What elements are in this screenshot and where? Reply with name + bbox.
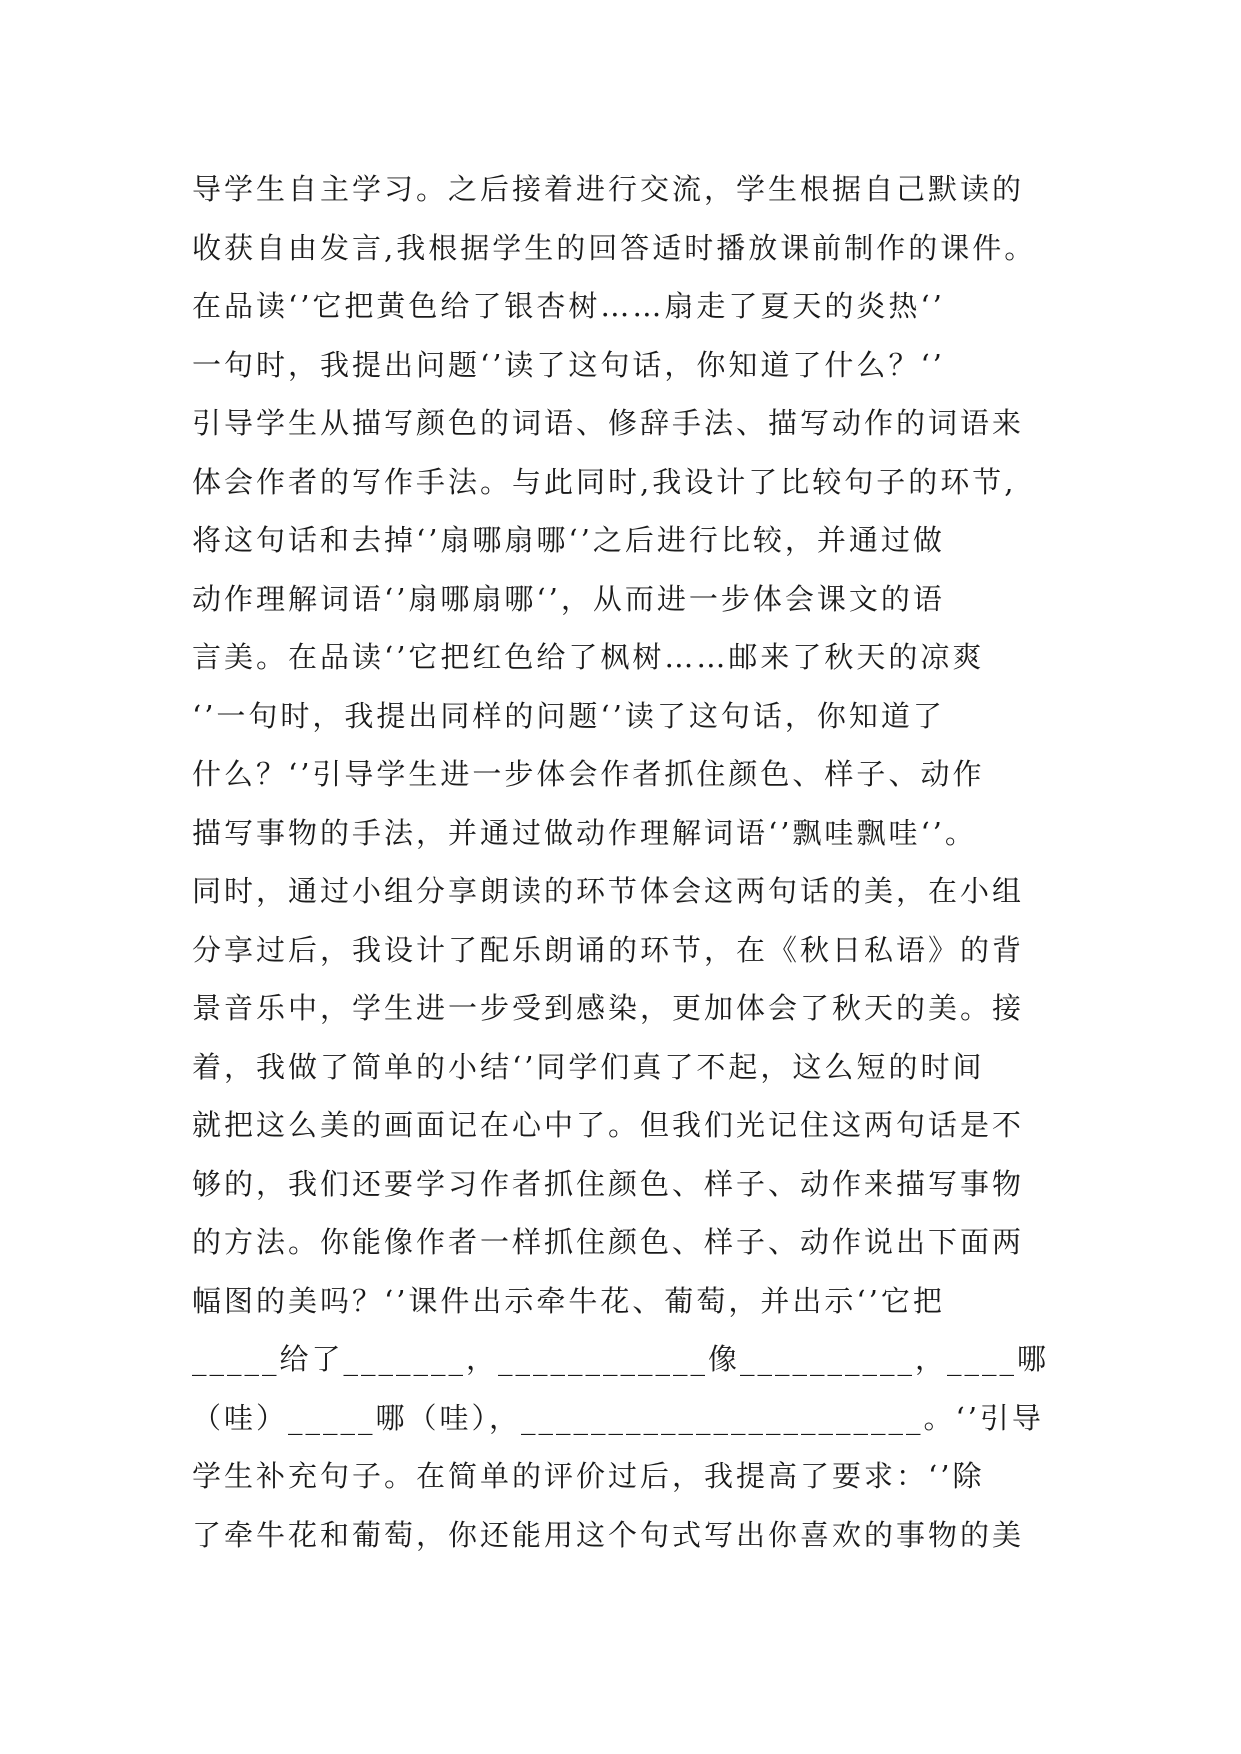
- text-line: 同时，通过小组分享朗读的环节体会这两句话的美，在小组: [192, 874, 1025, 908]
- text-line: 够的，我们还要学习作者抓住颜色、样子、动作来描写事物: [192, 1166, 1025, 1201]
- body-text: [192, 160, 1072, 1564]
- text-line: 了牵牛花和葡萄，你还能用这个句式写出你喜欢的事物的美: [192, 1517, 1025, 1552]
- text-line: 幅图的美吗？‘’课件出示牵牛花、葡萄，并出示‘’它把: [192, 1283, 945, 1318]
- text-line: 就把这么美的画面记在心中了。但我们光记住这两句话是不: [192, 1108, 1025, 1142]
- text-line: 将这句话和去掉‘’扇哪扇哪‘’之后进行比较，并通过做: [192, 523, 945, 557]
- text-line: 分享过后，我设计了配乐朗诵的环节，在《秋日私语》的背: [192, 932, 1025, 967]
- text-line: 导学生自主学习。之后接着进行交流，学生根据自己默读的: [192, 172, 1025, 206]
- text-line: 在品读‘’它把黄色给了银杏树……扇走了夏天的炎热‘’: [192, 289, 945, 323]
- text-line: 什么？‘’引导学生进一步体会作者抓住颜色、样子、动作: [192, 757, 985, 791]
- text-line: 引导学生从描写颜色的词语、修辞手法、描写动作的词语来: [192, 406, 1025, 440]
- text-line: 学生补充句子。在简单的评价过后，我提高了要求：‘’除: [192, 1459, 985, 1493]
- text-line: _____给了_______，____________像__________，____哪: [192, 1342, 1050, 1376]
- text-line: 言美。在品读‘’它把红色给了枫树……邮来了秋天的凉爽: [192, 640, 985, 674]
- text-line: 的方法。你能像作者一样抓住颜色、样子、动作说出下面两: [192, 1225, 1025, 1259]
- text-line: 着，我做了简单的小结‘’同学们真了不起，这么短的时间: [192, 1049, 985, 1084]
- text-line: 收获自由发言,我根据学生的回答适时播放课前制作的课件。: [192, 230, 1037, 265]
- text-line: 动作理解词语‘’扇哪扇哪‘’，从而进一步体会课文的语: [192, 581, 945, 616]
- text-line: 一句时，我提出问题‘’读了这句话，你知道了什么？‘’: [192, 347, 945, 382]
- text-line: 体会作者的写作手法。与此同时,我设计了比较句子的环节,: [192, 464, 1017, 499]
- text-line: 景音乐中，学生进一步受到感染，更加体会了秋天的美。接: [192, 991, 1025, 1025]
- text-line: （哇）_____哪（哇），_______________________。‘’引导: [192, 1400, 1044, 1435]
- text-line: ‘’一句时，我提出同样的问题‘’读了这句话，你知道了: [192, 698, 945, 733]
- text-line: 描写事物的手法，并通过做动作理解词语‘’飘哇飘哇‘’。: [192, 815, 977, 850]
